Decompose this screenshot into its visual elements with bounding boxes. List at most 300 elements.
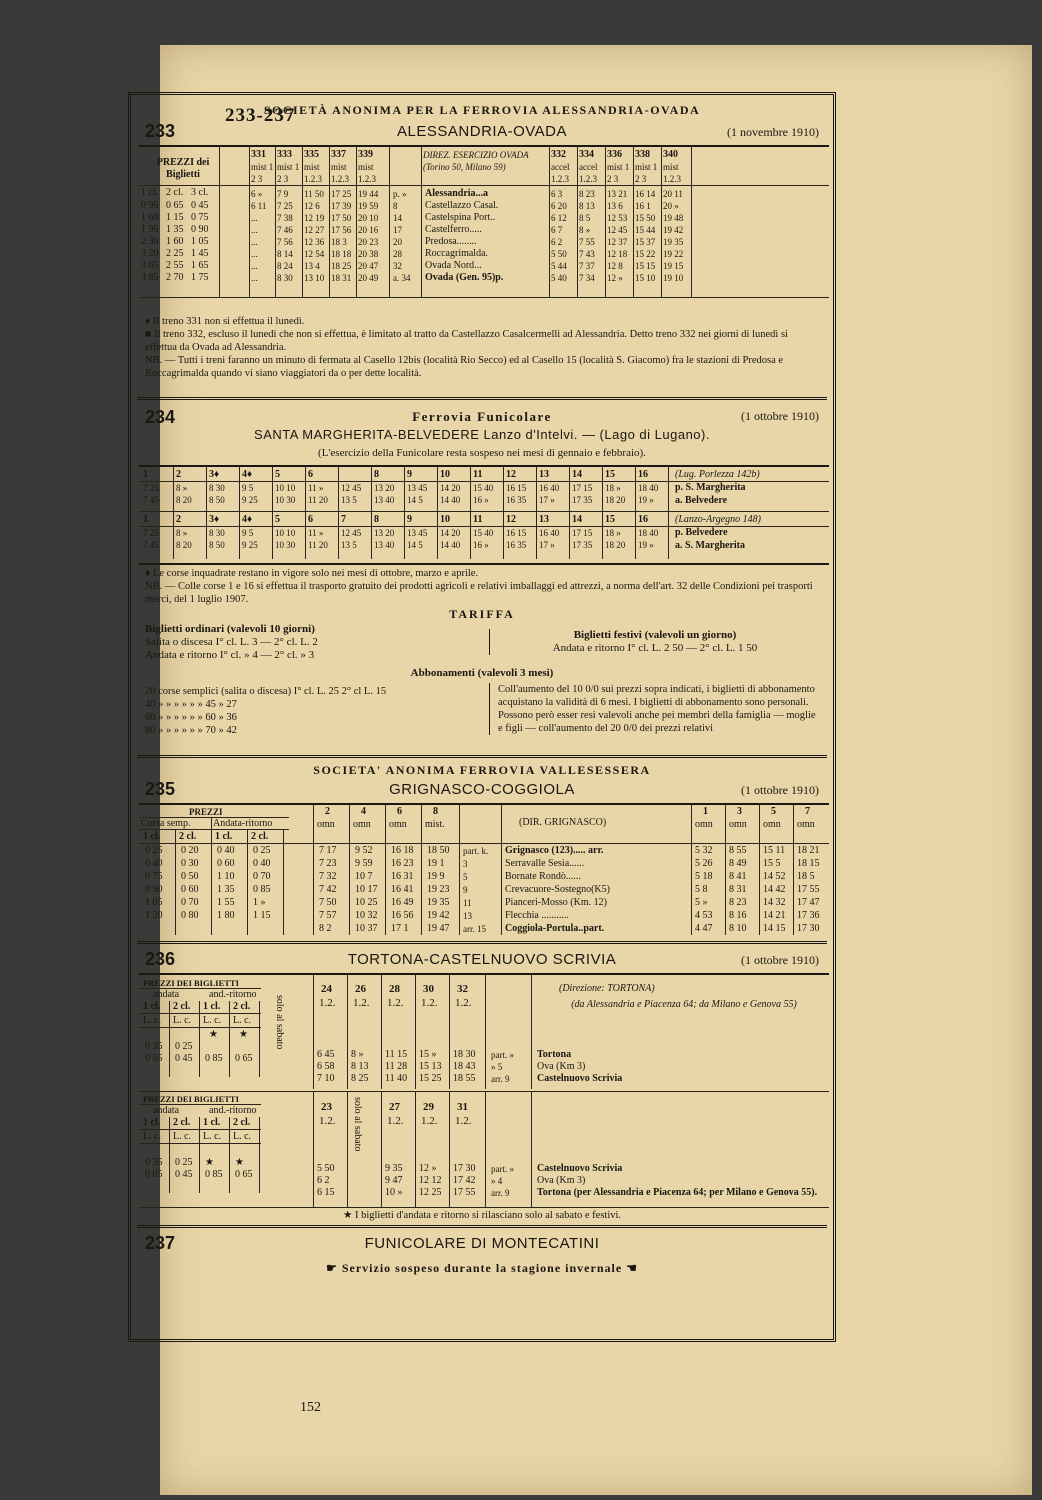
time-cell: 19 42 bbox=[663, 225, 684, 235]
price-cell: 0 75 bbox=[145, 871, 163, 882]
time-cell: 15 25 bbox=[419, 1073, 442, 1084]
column-rule bbox=[329, 147, 330, 297]
time-cell: 18 5 bbox=[797, 871, 815, 882]
train-number: 336 bbox=[607, 149, 622, 160]
time-cell: 20 23 bbox=[358, 237, 379, 247]
time-cell: 19 » bbox=[638, 495, 654, 505]
time-cell: 8 50 bbox=[209, 540, 225, 550]
column-rule bbox=[470, 467, 471, 559]
column-rule bbox=[661, 147, 662, 297]
time-cell: 18 3 bbox=[331, 237, 347, 247]
km-cell: p. » bbox=[393, 189, 407, 199]
train-type: 1.2. bbox=[353, 997, 370, 1009]
time-cell: 12 19 bbox=[304, 213, 325, 223]
price-cell: 0 25 bbox=[145, 845, 163, 856]
price-cell: 0 50 bbox=[181, 871, 199, 882]
time-cell: 17 35 bbox=[572, 495, 593, 505]
time-cell: 19 22 bbox=[663, 249, 684, 259]
km-cell: » 5 bbox=[491, 1062, 503, 1072]
column-rule bbox=[501, 805, 502, 935]
time-cell: 6 20 bbox=[551, 201, 567, 211]
timetable-frame bbox=[128, 92, 836, 1342]
time-cell: 5 18 bbox=[695, 871, 713, 882]
train-number: 4 bbox=[361, 806, 366, 817]
time-cell: 9 25 bbox=[242, 495, 258, 505]
train-type: accel 1.2.3 bbox=[551, 162, 570, 184]
price-cell: 1 80 bbox=[217, 910, 235, 921]
train-type: 1.2. bbox=[319, 1115, 336, 1127]
s233-note-1: ♦ Il treno 331 non si effettua il lunedì. bbox=[145, 316, 305, 327]
time-cell: 7 43 bbox=[579, 249, 595, 259]
time-cell: 8 5 bbox=[579, 213, 591, 223]
s234-note-1: ♦ Le corse inquadrate restano in vigore solo nei mesi di ottobre, marzo e aprile. bbox=[145, 568, 479, 579]
price-cell: 0 40 bbox=[145, 858, 163, 869]
s234-ordinari-2: Andata e ritorno I° cl. » 4 — 2° cl. » 3 bbox=[145, 649, 315, 661]
column-rule bbox=[385, 805, 386, 935]
train-number: 27 bbox=[389, 1101, 400, 1113]
star-mark: ★ bbox=[239, 1029, 248, 1040]
train-number: 29 bbox=[423, 1101, 434, 1113]
station-name: Predosa........ bbox=[425, 236, 477, 247]
train-type: 1.2. bbox=[387, 1115, 404, 1127]
price-cell: ★ bbox=[235, 1157, 244, 1168]
time-cell: 18 21 bbox=[797, 845, 820, 856]
time-cell: 12 8 bbox=[607, 261, 623, 271]
time-cell: 7 46 bbox=[277, 225, 293, 235]
trip-number: 16 bbox=[638, 514, 648, 525]
column-rule bbox=[691, 805, 692, 935]
time-cell: 13 45 bbox=[407, 483, 428, 493]
km-cell: 8 bbox=[393, 201, 398, 211]
km-cell: part. k. bbox=[463, 846, 489, 856]
station-name: Alessandria...a bbox=[425, 188, 489, 199]
s234-abbon-note: Coll'aumento del 10 0/0 sui prezzi sopra indicati, i biglietti di abbonamento acquistano la validità di 6 mesi. I biglietti di abbonamento sono personali. Possono però esser resi valevoli anche pei membri della famiglia — moglie e figli — coll'aumento del 20 0/0 dei prezzi relativi bbox=[489, 683, 819, 735]
time-cell: 12 37 bbox=[607, 237, 628, 247]
time-cell: 10 7 bbox=[355, 871, 373, 882]
train-type: omn bbox=[353, 819, 371, 830]
time-cell: 15 » bbox=[419, 1049, 437, 1060]
price-class-header: 2 cl. bbox=[233, 1001, 251, 1012]
s233-note-3: NB. — Tutti i treni faranno un minuto di fermata al Casello 12bis (località Rio Secco) ed al Casello 15 (località S. Giacomo) fra le stazioni di Predosa e Roccagrimalda quando vi siano viaggiatori da o per dette località. bbox=[145, 355, 784, 379]
station-name: Ovada (Gen. 95)p. bbox=[425, 272, 504, 283]
time-cell: 16 49 bbox=[391, 897, 414, 908]
time-cell: 15 40 bbox=[473, 483, 494, 493]
column-rule bbox=[549, 147, 550, 297]
time-cell: 7 42 bbox=[319, 884, 337, 895]
trip-number: 2 bbox=[176, 514, 181, 525]
row-rule bbox=[139, 1104, 261, 1105]
time-cell: 13 5 bbox=[341, 495, 357, 505]
pointing-hand-left-icon: ☚ bbox=[622, 1261, 638, 1275]
train-type: 1.2. bbox=[319, 997, 336, 1009]
station-name: (Lug. Porlezza 142b) bbox=[675, 469, 760, 480]
time-cell: 16 41 bbox=[391, 884, 414, 895]
column-rule bbox=[347, 975, 348, 1089]
column-rule bbox=[531, 1091, 532, 1207]
time-cell: 12 45 bbox=[341, 483, 362, 493]
time-cell: 7 50 bbox=[319, 897, 337, 908]
station-name: Grignasco (123)..... arr. bbox=[505, 845, 604, 856]
price-class-header: 1 cl. bbox=[143, 1001, 161, 1012]
km-cell: arr. 15 bbox=[463, 924, 486, 934]
trip-number: 4♦ bbox=[242, 469, 253, 480]
time-cell: 8 41 bbox=[729, 871, 747, 882]
price-cell: 0 65 bbox=[145, 1169, 163, 1180]
trip-number: 3♦ bbox=[209, 469, 220, 480]
time-cell: 7 45 bbox=[143, 495, 159, 505]
s236-number: 236 bbox=[145, 949, 176, 969]
time-cell: 11 40 bbox=[385, 1073, 408, 1084]
time-cell: 8 50 bbox=[209, 495, 225, 505]
train-number: 31 bbox=[457, 1101, 468, 1113]
trip-number: 7 bbox=[341, 514, 346, 525]
time-cell: 14 32 bbox=[763, 897, 786, 908]
time-cell: 7 9 bbox=[277, 189, 289, 199]
time-cell: 17 » bbox=[539, 495, 555, 505]
price-cell: 1 20 bbox=[145, 910, 163, 921]
price-cell: 1 45 bbox=[191, 248, 209, 259]
column-rule bbox=[239, 467, 240, 559]
time-cell: 9 25 bbox=[242, 540, 258, 550]
page-footer-number: 152 bbox=[300, 1400, 321, 1415]
time-cell: 6 3 bbox=[551, 189, 563, 199]
trip-number: 11 bbox=[473, 514, 483, 525]
time-cell: 6 11 bbox=[251, 201, 267, 211]
s235-divider bbox=[137, 941, 827, 944]
time-cell: 13 20 bbox=[374, 528, 395, 538]
price-cell: 0 45 bbox=[175, 1169, 193, 1180]
direction-note: (da Alessandria e Piacenza 64; da Milano e Genova 55) bbox=[571, 999, 797, 1010]
star-mark: ★ bbox=[209, 1029, 218, 1040]
price-cell: 0 20 bbox=[181, 845, 199, 856]
price-cell: 0 60 bbox=[217, 858, 235, 869]
solo-sabato-label: solo al sabato bbox=[274, 995, 285, 1050]
time-cell: 13 4 bbox=[304, 261, 320, 271]
time-cell: 15 50 bbox=[635, 213, 656, 223]
time-cell: 7 57 bbox=[319, 910, 337, 921]
column-rule bbox=[347, 1091, 348, 1207]
station-name: a. S. Margherita bbox=[675, 540, 745, 551]
time-cell: 15 22 bbox=[635, 249, 656, 259]
s234-note-2: NB. — Colle corse 1 e 16 si effettua il trasporto gratuito dei prodotti agricoli e relativi imballaggi ed attrezzi, a norma dell'art. 32 delle Condizioni pei trasporti merci, del 1 luglio 1907. bbox=[145, 581, 813, 605]
train-number: 24 bbox=[321, 983, 332, 995]
train-type: mist 1.2.3 bbox=[304, 162, 322, 184]
price-cell: 0 65 bbox=[166, 200, 184, 211]
currency-header: L. c. bbox=[203, 1015, 222, 1026]
column-rule bbox=[275, 147, 276, 297]
time-cell: 7 17 bbox=[319, 845, 337, 856]
km-cell: arr. 9 bbox=[491, 1188, 510, 1198]
s235-title: GRIGNASCO-COGGIOLA bbox=[389, 781, 575, 798]
time-cell: 9 5 bbox=[242, 483, 254, 493]
trip-number: 5 bbox=[275, 514, 280, 525]
solo-sabato-label: solo al sabato bbox=[352, 1097, 363, 1152]
trip-number: 6 bbox=[308, 514, 313, 525]
time-cell: 6 45 bbox=[317, 1049, 335, 1060]
time-cell: 12 25 bbox=[419, 1187, 442, 1198]
price-group-header: andata bbox=[153, 989, 180, 1000]
time-cell: 17 39 bbox=[331, 201, 352, 211]
time-cell: 8 20 bbox=[176, 540, 192, 550]
column-rule bbox=[793, 805, 794, 935]
time-cell: 20 » bbox=[663, 201, 679, 211]
row-rule bbox=[139, 1091, 829, 1092]
time-cell: 19 1 bbox=[427, 858, 445, 869]
price-cell: ★ bbox=[205, 1157, 214, 1168]
time-cell: 20 49 bbox=[358, 273, 379, 283]
time-cell: 8 25 bbox=[351, 1073, 369, 1084]
price-cell: 0 40 bbox=[253, 858, 271, 869]
column-rule bbox=[531, 975, 532, 1089]
column-rule bbox=[349, 805, 350, 935]
time-cell: 12 » bbox=[419, 1163, 437, 1174]
time-cell: 8 2 bbox=[319, 923, 332, 934]
column-rule bbox=[219, 147, 220, 297]
time-cell: 7 37 bbox=[579, 261, 595, 271]
time-cell: 16 35 bbox=[506, 495, 527, 505]
s234-festivi-1: Andata e ritorno I° cl. L. 2 50 — 2° cl. L. 1 50 bbox=[552, 642, 758, 654]
time-cell: 20 11 bbox=[663, 189, 683, 199]
price-cell: 0 70 bbox=[253, 871, 271, 882]
time-cell: 9 5 bbox=[242, 528, 254, 538]
s234-number: 234 bbox=[145, 407, 176, 427]
station-name: Tortona (per Alessandria e Piacenza 64; per Milano e Genova 55). bbox=[537, 1187, 818, 1198]
time-cell: 17 55 bbox=[797, 884, 820, 895]
price-cell: 0 35 bbox=[145, 1041, 163, 1052]
train-number: 340 bbox=[663, 149, 678, 160]
time-cell: 17 30 bbox=[797, 923, 820, 934]
trip-number: 15 bbox=[605, 469, 615, 480]
time-cell: 12 36 bbox=[304, 237, 325, 247]
station-name: Pianceri-Mosso (Km. 12) bbox=[505, 897, 607, 908]
row-rule bbox=[139, 1129, 261, 1130]
time-cell: 5 40 bbox=[551, 273, 567, 283]
price-cell: 3 85 bbox=[141, 272, 159, 283]
time-cell: 11 20 bbox=[308, 495, 328, 505]
time-cell: 13 45 bbox=[407, 528, 428, 538]
column-rule bbox=[247, 829, 248, 935]
s236-divider bbox=[137, 1225, 827, 1228]
price-group-header: andata bbox=[153, 1105, 180, 1116]
trip-number: 11 bbox=[473, 469, 483, 480]
time-cell: 6 7 bbox=[551, 225, 563, 235]
price-cell: 0 95 bbox=[141, 200, 159, 211]
time-cell: 19 42 bbox=[427, 910, 450, 921]
time-cell: 14 20 bbox=[440, 483, 461, 493]
s236-timetable bbox=[139, 973, 829, 1209]
price-cell: 0 90 bbox=[145, 884, 163, 895]
column-rule bbox=[338, 467, 339, 559]
column-rule bbox=[759, 805, 760, 935]
time-cell: 17 35 bbox=[572, 540, 593, 550]
column-rule bbox=[302, 147, 303, 297]
column-rule bbox=[421, 147, 422, 297]
km-cell: 9 bbox=[463, 885, 468, 895]
trip-number: 13 bbox=[539, 469, 549, 480]
time-cell: 13 5 bbox=[341, 540, 357, 550]
trip-number: 8 bbox=[374, 514, 379, 525]
time-cell: 10 32 bbox=[355, 910, 378, 921]
station-name: a. Belvedere bbox=[675, 495, 728, 506]
s233-number: 233 bbox=[145, 121, 176, 141]
train-number: 26 bbox=[355, 983, 366, 995]
s234-notes bbox=[145, 567, 819, 606]
time-cell: 11 » bbox=[308, 528, 324, 538]
price-cell: 0 85 bbox=[205, 1053, 223, 1064]
column-rule bbox=[305, 467, 306, 559]
time-cell: 12 » bbox=[607, 273, 623, 283]
km-cell: 14 bbox=[393, 213, 402, 223]
time-cell: 19 9 bbox=[427, 871, 445, 882]
row-rule bbox=[139, 185, 829, 186]
s234-abbon-row: 20 corse semplici (salita o discesa) I° cl. L. 25 2° cl L. 15 bbox=[145, 686, 387, 697]
time-cell: 18 25 bbox=[331, 261, 352, 271]
price-cell: 0 25 bbox=[175, 1041, 193, 1052]
price-cell: 1 » bbox=[253, 897, 266, 908]
price-cell: 2 25 bbox=[166, 248, 184, 259]
time-cell: 16 56 bbox=[391, 910, 414, 921]
time-cell: ... bbox=[251, 249, 258, 259]
row-rule bbox=[139, 829, 289, 830]
column-rule bbox=[206, 467, 207, 559]
price-cell: 1 05 bbox=[191, 236, 209, 247]
time-cell: 8 10 bbox=[729, 923, 747, 934]
time-cell: 10 10 bbox=[275, 483, 296, 493]
trip-number: 14 bbox=[572, 469, 582, 480]
time-cell: 17 50 bbox=[331, 213, 352, 223]
time-cell: 14 5 bbox=[407, 495, 423, 505]
time-cell: 17 15 bbox=[572, 528, 593, 538]
time-cell: 14 42 bbox=[763, 884, 786, 895]
s234-timetable bbox=[139, 465, 829, 565]
price-cell: 2 70 bbox=[166, 272, 184, 283]
time-cell: 8 31 bbox=[729, 884, 747, 895]
station-name: Ova (Km 3) bbox=[537, 1175, 586, 1186]
train-number: 339 bbox=[358, 149, 373, 160]
time-cell: 11 15 bbox=[385, 1049, 408, 1060]
price-class-header: 1 cl. bbox=[143, 831, 161, 842]
time-cell: 14 5 bbox=[407, 540, 423, 550]
station-name: Coggiola-Portula..part. bbox=[505, 923, 605, 934]
train-type: omn bbox=[797, 819, 815, 830]
s237-note-text: Servizio sospeso durante la stagione invernale bbox=[341, 1261, 623, 1275]
time-cell: ... bbox=[251, 273, 258, 283]
time-cell: 12 27 bbox=[304, 225, 325, 235]
km-cell: 11 bbox=[463, 898, 472, 908]
column-rule bbox=[356, 147, 357, 297]
price-cell: 0 65 bbox=[235, 1053, 253, 1064]
time-cell: 12 54 bbox=[304, 249, 325, 259]
trip-number: 9 bbox=[407, 469, 412, 480]
train-type: omn bbox=[389, 819, 407, 830]
time-cell: 14 52 bbox=[763, 871, 786, 882]
column-rule bbox=[249, 147, 250, 297]
column-rule bbox=[381, 1091, 382, 1207]
price-cell: 2 30 bbox=[141, 236, 159, 247]
time-cell: 8 30 bbox=[209, 483, 225, 493]
train-number: 334 bbox=[579, 149, 594, 160]
time-cell: 20 10 bbox=[358, 213, 379, 223]
trip-number: 6 bbox=[308, 469, 313, 480]
train-number: 338 bbox=[635, 149, 650, 160]
prices-label: PREZZI dei Biglietti bbox=[156, 157, 210, 180]
train-number: 337 bbox=[331, 149, 346, 160]
time-cell: 8 » bbox=[351, 1049, 364, 1060]
train-type: mist 1.2.3 bbox=[331, 162, 349, 184]
train-number: 5 bbox=[771, 806, 776, 817]
time-cell: 7 45 bbox=[143, 540, 159, 550]
s234-abbon-title: Abbonamenti (valevoli 3 mesi) bbox=[410, 667, 554, 679]
km-cell: 28 bbox=[393, 249, 402, 259]
column-rule bbox=[602, 467, 603, 559]
time-cell: 15 13 bbox=[419, 1061, 442, 1072]
time-cell: 9 52 bbox=[355, 845, 373, 856]
time-cell: ... bbox=[251, 261, 258, 271]
train-number: 2 bbox=[325, 806, 330, 817]
price-cell: 0 45 bbox=[175, 1053, 193, 1064]
column-rule bbox=[725, 805, 726, 935]
prices-label: PREZZI DEI BIGLIETTI bbox=[143, 978, 239, 988]
prices-label: PREZZI DEI BIGLIETTI bbox=[143, 1094, 239, 1104]
column-rule bbox=[415, 975, 416, 1089]
s233-note-2: ■ Il treno 332, escluso il lunedì che non si effettua, è limitato al tratto da Castellazzo Casalcermelli ad Alessandria. Detto treno 332 nei giorni di lunedì si effettua da Ovada ad Alessandria. bbox=[145, 329, 788, 353]
trip-number: 10 bbox=[440, 514, 450, 525]
price-cell: 1 35 bbox=[217, 884, 235, 895]
time-cell: 13 40 bbox=[374, 540, 395, 550]
trip-number: 16 bbox=[638, 469, 648, 480]
column-rule bbox=[635, 467, 636, 559]
price-cell: 0 25 bbox=[253, 845, 271, 856]
currency-header: L. c. bbox=[233, 1131, 252, 1142]
time-cell: 16 14 bbox=[635, 189, 656, 199]
price-cell: 0 80 bbox=[181, 910, 199, 921]
time-cell: 7 25 bbox=[143, 483, 159, 493]
column-rule bbox=[175, 829, 176, 935]
time-cell: 17 1 bbox=[391, 923, 409, 934]
s235-date: (1 ottobre 1910) bbox=[741, 783, 819, 797]
column-rule bbox=[421, 805, 422, 935]
time-cell: 17 36 bbox=[797, 910, 820, 921]
time-cell: 16 » bbox=[473, 540, 489, 550]
time-cell: 8 55 bbox=[729, 845, 747, 856]
price-cell: 0 40 bbox=[217, 845, 235, 856]
train-number: 6 bbox=[397, 806, 402, 817]
s235-timetable bbox=[139, 803, 829, 935]
time-cell: 16 31 bbox=[391, 871, 414, 882]
time-cell: 16 40 bbox=[539, 483, 560, 493]
time-cell: 19 47 bbox=[427, 923, 450, 934]
price-group-header: and.-ritorno bbox=[209, 1105, 257, 1116]
price-class-header: 2 cl. bbox=[173, 1001, 191, 1012]
time-cell: 19 23 bbox=[427, 884, 450, 895]
s237-note bbox=[221, 1261, 743, 1276]
s237-number: 237 bbox=[145, 1233, 176, 1253]
time-cell: 20 47 bbox=[358, 261, 379, 271]
train-number: 3 bbox=[737, 806, 742, 817]
time-cell: 10 17 bbox=[355, 884, 378, 895]
price-cell: 1 95 bbox=[141, 224, 159, 235]
column-rule bbox=[371, 467, 372, 559]
time-cell: 15 15 bbox=[635, 261, 656, 271]
time-cell: 12 12 bbox=[419, 1175, 442, 1186]
time-cell: 10 30 bbox=[275, 540, 296, 550]
row-rule bbox=[139, 1143, 261, 1144]
time-cell: 18 50 bbox=[427, 845, 450, 856]
price-cell: 2 55 bbox=[166, 260, 184, 271]
station-name: Flecchia ........... bbox=[505, 910, 569, 921]
train-number: 23 bbox=[321, 1101, 332, 1113]
time-cell: 6 2 bbox=[551, 237, 563, 247]
